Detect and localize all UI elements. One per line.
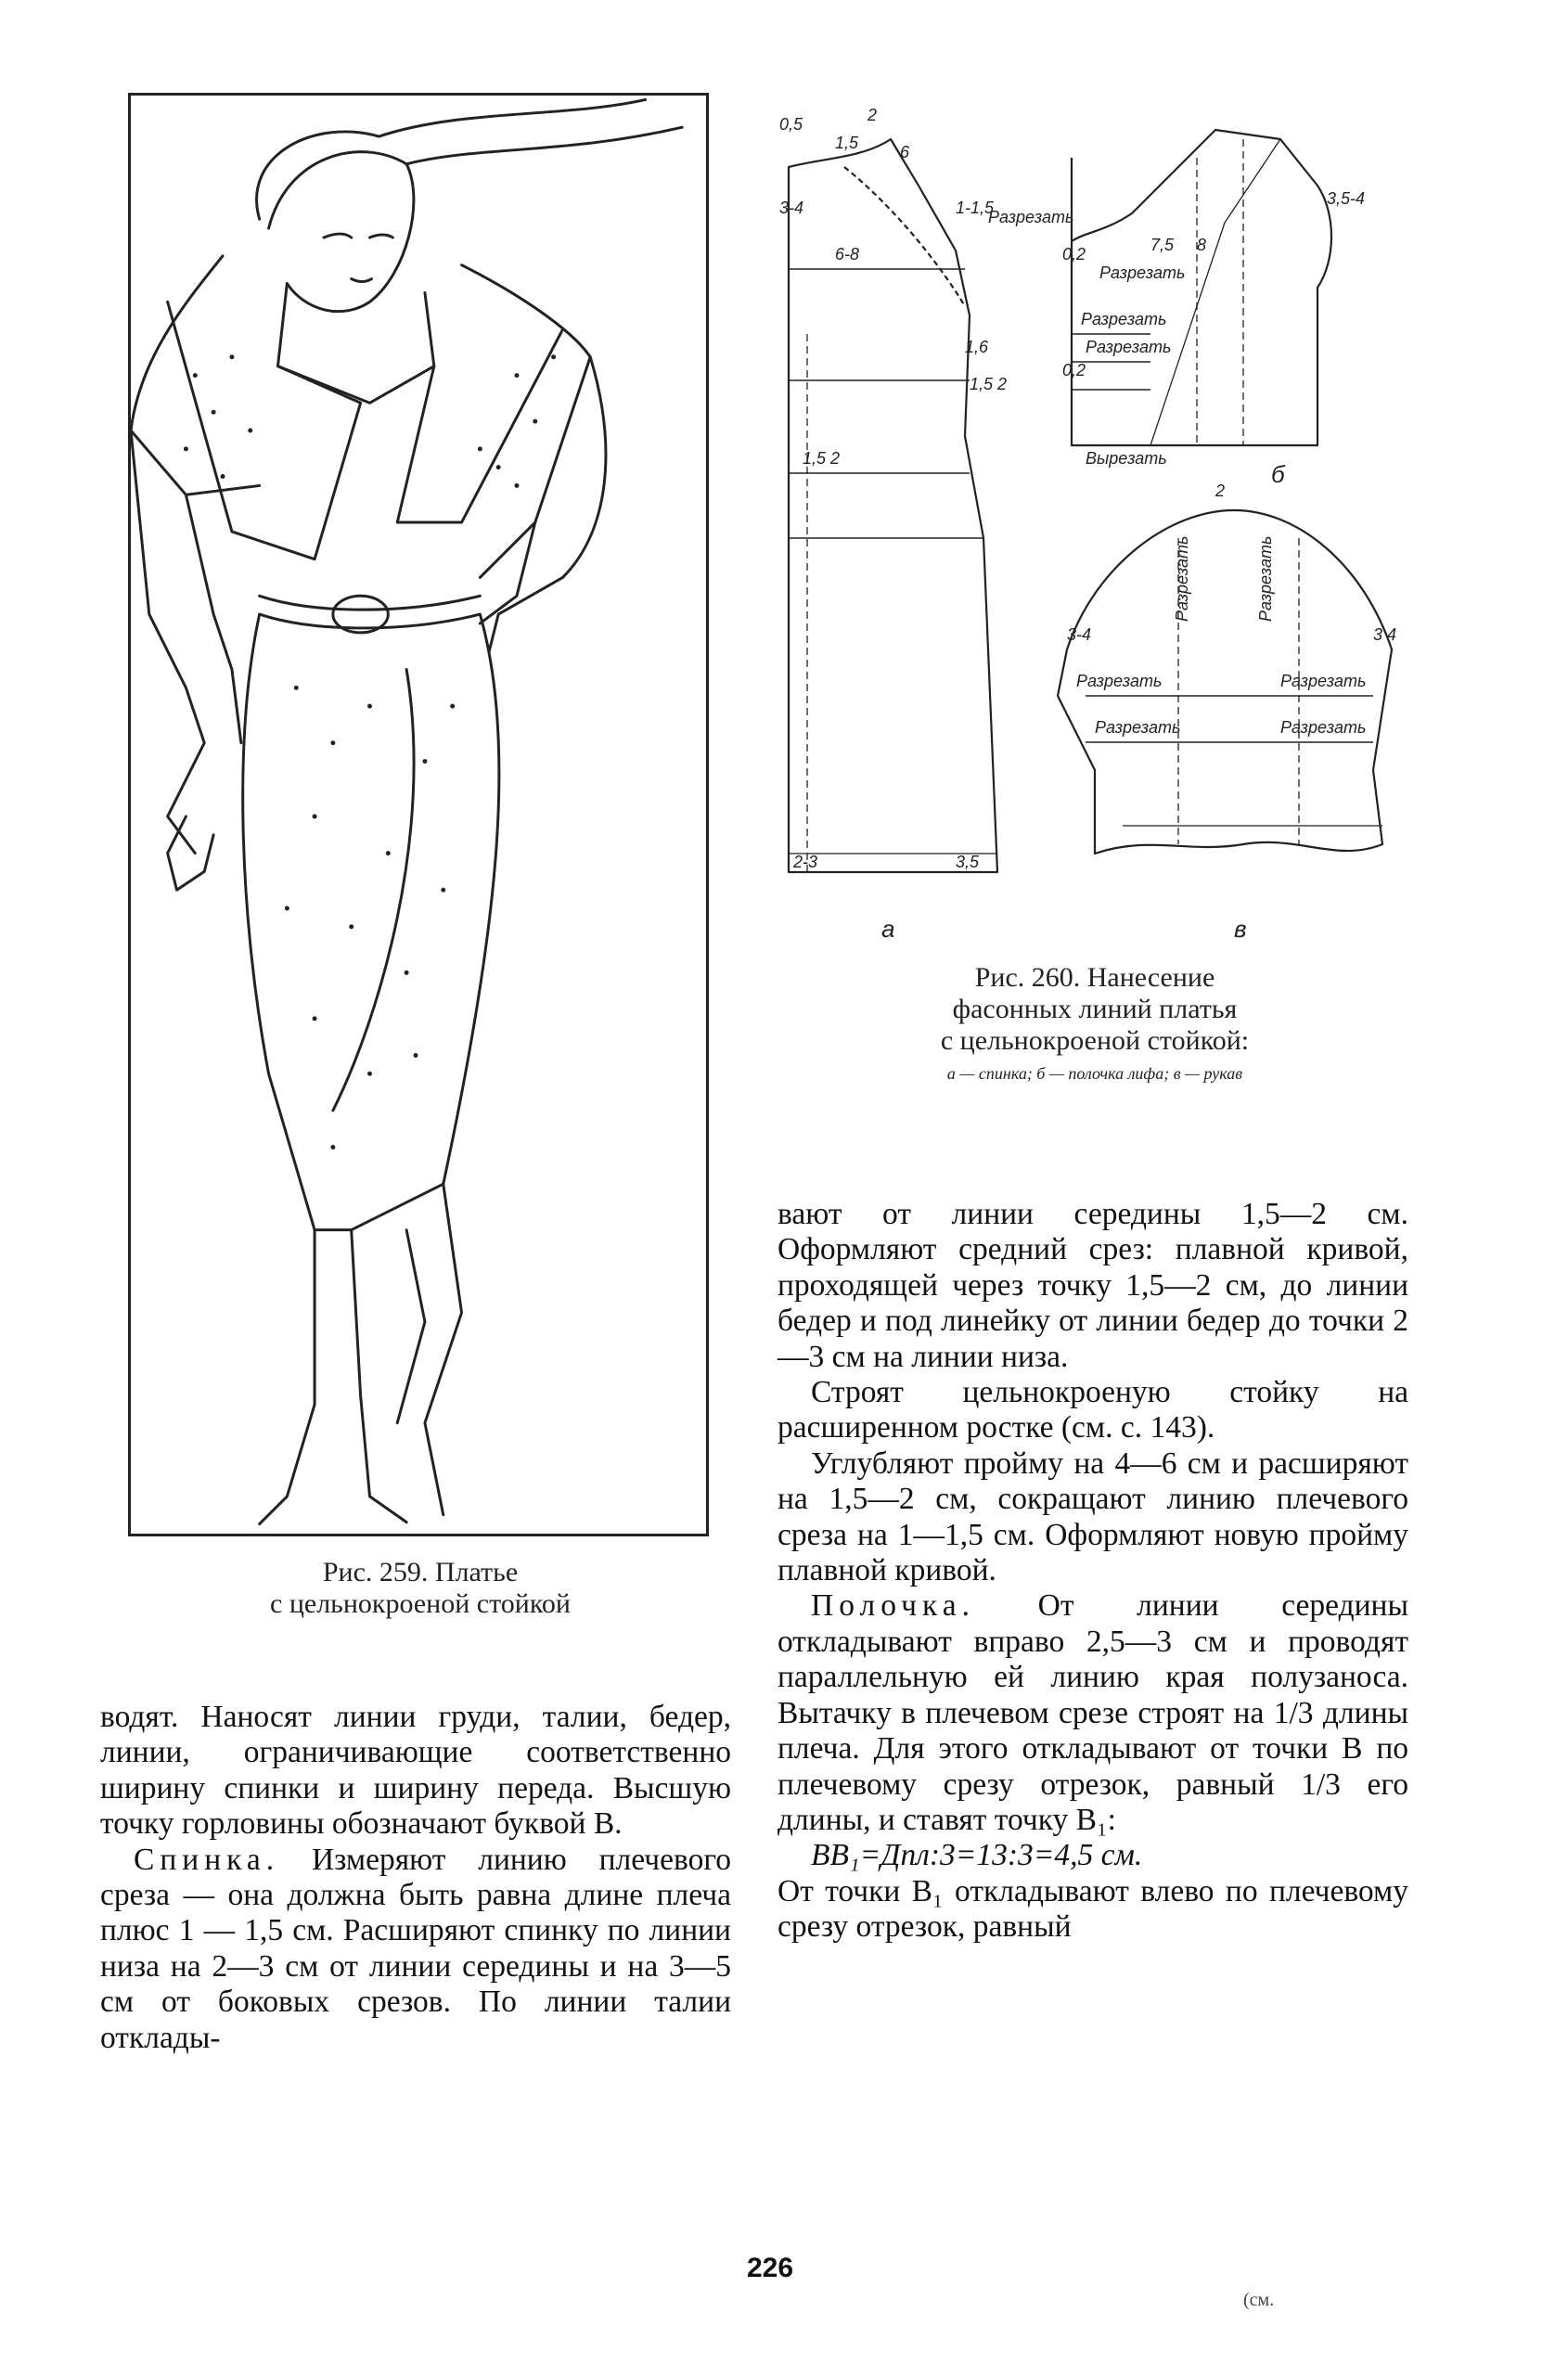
paragraph-back-text: Измеряют линию плечевого среза — она должна быть равна длине плеча плюс 1 — 1,5 см. Расширяют спинку по линии низа на 2—3 см от линии середины и на 3—5 см от боковых срезов. По линии талии отклады-	[100, 1842, 731, 2055]
label-115: 1-1,5	[956, 199, 995, 217]
label-23: 2-3	[793, 853, 818, 871]
left-text-column	[100, 1700, 731, 2056]
figure-260-caption-line1: Рис. 260. Нанесение	[974, 962, 1215, 993]
label-6: 6	[900, 143, 910, 161]
paragraph-last: От точки В₁ откладывают влево по плечевому срезу отрезок, равный	[778, 1873, 1408, 1945]
paragraph-intro: водят. Наносят линии груди, талии, бедер, линии, ограничивающие соответственно ширину спинки и ширину переда. Высшую точку горловины обозначают буквой В.	[100, 1700, 731, 1842]
figure-260-caption-sub: а — спинка; б — полочка лифа; в — рукав	[946, 1064, 1243, 1083]
label-sleeve-vert-l: Разрезать	[1173, 535, 1191, 622]
label-sleeve-cut-l2: Разрезать	[1095, 718, 1181, 737]
label-05: 0,5	[779, 115, 803, 134]
label-34: 3-4	[779, 199, 804, 217]
paragraph-armhole: Углубляют пройму на 4—6 см и расширяют на 1,5—2 см, сокращают линию плечевого среза на 1—1,5 см. Оформляют новую пройму плавной кривой.	[778, 1445, 1408, 1588]
label-152b: 1,5 2	[803, 449, 841, 468]
section-head-front: Полочка.	[811, 1588, 975, 1624]
label-8: 8	[1197, 236, 1207, 254]
label-cut1: Разрезать	[988, 208, 1074, 226]
paragraph-continued: вают от линии середины 1,5—2 см. Оформляют средний срез: плавной кривой, проходящей через точку 1,5—2 см, до линии бедер и под линейку от линии бедер до точки 2—3 см на линии низа.	[778, 1197, 1408, 1374]
label-sleeve-vert-r: Разрезать	[1256, 535, 1275, 622]
panel-b-label: б	[1271, 460, 1285, 488]
figure-260-patterns	[779, 102, 1410, 956]
panel-a-label: а	[881, 915, 895, 943]
figure-260-caption-line2: фасонных линий платья	[952, 994, 1238, 1024]
panel-v-label: в	[1234, 915, 1247, 943]
right-text-column	[778, 1197, 1408, 1946]
label-68: 6-8	[835, 245, 860, 263]
figure-260-caption-line3: с цельнокроеной стойкой:	[940, 1025, 1250, 1056]
formula: ВВ₁=Дпл:3=13:3=4,5 см.	[811, 1838, 1143, 1873]
pattern-a-outline	[789, 139, 997, 872]
label-sleeve-cut-r2: Разрезать	[1280, 718, 1367, 737]
label-cut2: Разрезать	[1099, 263, 1186, 282]
label-34c: 3 4	[1373, 625, 1397, 644]
figure-259-caption-line1: Рис. 259. Платье	[322, 1557, 519, 1587]
label-cut3: Разрезать	[1081, 310, 1167, 328]
figure-259-caption	[147, 1557, 694, 1620]
label-35: 3,5	[956, 853, 980, 871]
paragraph-stand: Строят цельнокроеную стойку на расширенном ростке (см. с. 143).	[778, 1375, 1408, 1445]
paragraph-front	[778, 1588, 1408, 1838]
page-number: 226	[746, 2253, 794, 2283]
paragraph-back	[100, 1843, 731, 2056]
label-15: 1,5	[835, 134, 859, 152]
figure-259-illustration	[128, 93, 709, 1536]
figure-260-caption	[798, 962, 1392, 1086]
label-cut4: Разрезать	[1086, 338, 1172, 356]
footer-fragment: (см.	[1243, 2290, 1275, 2310]
label-16: 1,6	[965, 338, 989, 356]
label-2: 2	[868, 106, 878, 124]
label-sleeve-cut-l: Разрезать	[1076, 672, 1163, 690]
label-34b: 3-4	[1067, 625, 1092, 644]
dress-sketch	[131, 96, 706, 1534]
label-2b: 2	[1215, 482, 1226, 500]
pattern-b-outline	[1072, 130, 1331, 445]
label-354: 3,5-4	[1327, 189, 1366, 208]
label-sleeve-cut-r: Разрезать	[1280, 672, 1367, 690]
label-02b: 0,2	[1062, 361, 1086, 379]
pattern-drawings	[779, 102, 1410, 956]
label-152: 1,5 2	[970, 375, 1008, 393]
figure-259-caption-line2: с цельнокроеной стойкой	[270, 1588, 571, 1619]
paragraph-front-text: От линии середины откладывают вправо 2,5—3 см и проводят параллельную ей линию края полузаноса. Вытачку в плечевом срезе строят на 1/3 длины плеча. Для этого откладывают от точки В по плечевому срезу отрезок, равный 1/3 его длины, и ставят точку В₁:	[778, 1588, 1408, 1837]
label-02: 0,2	[1062, 245, 1086, 263]
label-cutout: Вырезать	[1086, 449, 1167, 468]
section-head-back: Спинка.	[134, 1842, 280, 1877]
label-75: 7,5	[1150, 236, 1175, 254]
